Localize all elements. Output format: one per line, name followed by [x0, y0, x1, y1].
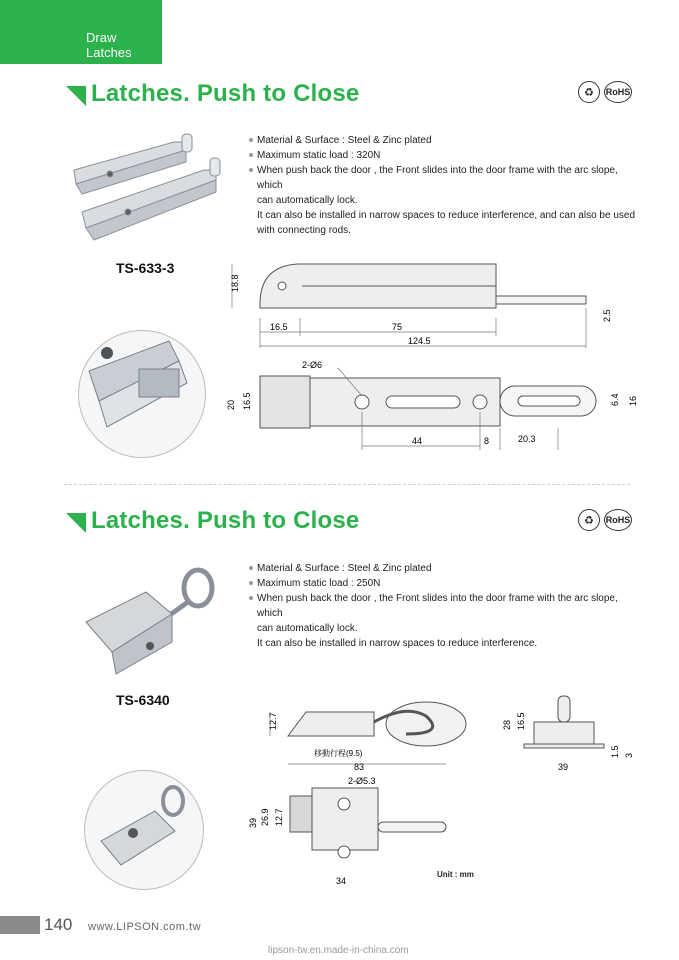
spec-item-cont: can automatically lock. — [257, 195, 358, 206]
spec-item: When push back the door , the Front slides into the door frame with the arc slope, which — [249, 163, 639, 193]
dim-holes: 2-Ø6 — [302, 360, 323, 370]
section-2-specs — [249, 561, 639, 651]
rohs-badge: RoHS — [604, 509, 632, 531]
detail-photo-2 — [84, 770, 204, 890]
dim-8: 8 — [484, 436, 490, 446]
dim-16: 16 — [628, 395, 638, 406]
spec-item-cont: with connecting rods. — [257, 225, 351, 236]
dim-20: 20 — [226, 399, 236, 410]
dim-holes-2: 2-Ø5.3 — [348, 776, 376, 786]
dim-6-4: 6.4 — [610, 393, 620, 406]
spec-item-cont: It can also be installed in narrow spaces to reduce interference. — [257, 638, 538, 649]
unit-label: Unit : mm — [437, 870, 474, 879]
product-photo-ts-633-3 — [64, 132, 234, 247]
dim-44: 44 — [412, 436, 423, 446]
dim-34: 34 — [336, 876, 347, 886]
dim-3: 3 — [624, 752, 634, 758]
model-ts-6340: TS-6340 — [116, 692, 170, 708]
section-tab-label: Draw Latches — [86, 30, 132, 60]
dim-39: 39 — [558, 762, 569, 772]
dim-height: 18.8 — [230, 274, 240, 292]
recycle-icon: ♻ — [578, 81, 600, 103]
drawing-ts-633-3-top — [218, 356, 638, 456]
dim-39b: 39 — [248, 817, 258, 828]
drawing-ts-6340-end — [494, 694, 634, 774]
dim-16-5b: 16.5 — [242, 392, 252, 410]
section-2-title: Latches. Push to Close — [91, 507, 360, 534]
website-link[interactable]: www.LIPSON.com.tw — [88, 921, 202, 933]
dim-26-9: 26.9 — [260, 808, 270, 826]
dim-travel: 移動行程(9.5) — [314, 749, 363, 758]
dim-12-7b: 12.7 — [274, 808, 284, 826]
model-ts-633-3: TS-633-3 — [116, 260, 175, 276]
dim-20-3: 20.3 — [518, 434, 536, 444]
rohs-badge: RoHS — [604, 81, 632, 103]
spec-item: Maximum static load : 320N — [249, 148, 639, 163]
spec-item: Material & Surface : Steel & Zinc plated — [249, 561, 639, 576]
product-photo-ts-6340 — [76, 562, 226, 682]
section-1-specs — [249, 133, 639, 238]
detail-photo-1 — [78, 330, 206, 458]
title-triangle-icon — [66, 86, 86, 106]
spec-item-cont: It can also be installed in narrow spaces to reduce interference, and can also be used — [257, 210, 636, 221]
dim-16-5: 16.5 — [270, 322, 288, 332]
dim-28: 28 — [502, 719, 512, 730]
section-2-certs — [578, 509, 632, 531]
dim-12-7: 12.7 — [268, 712, 278, 730]
dim-16-5c: 16.5 — [516, 712, 526, 730]
page-number: 140 — [44, 915, 73, 934]
dim-124-5: 124.5 — [408, 336, 431, 346]
dim-2-5: 2.5 — [602, 309, 612, 322]
dim-1-5: 1.5 — [610, 745, 620, 758]
website-link-secondary[interactable]: lipson-tw.en.made-in-china.com — [268, 945, 409, 956]
section-1-title: Latches. Push to Close — [91, 80, 360, 107]
title-triangle-icon — [66, 513, 86, 533]
section-tab — [0, 0, 162, 64]
spec-item: Material & Surface : Steel & Zinc plated — [249, 133, 639, 148]
section-divider — [64, 484, 630, 485]
dim-83: 83 — [354, 762, 365, 772]
footer-bar — [0, 916, 40, 934]
dim-75: 75 — [392, 322, 403, 332]
drawing-ts-633-3-side — [218, 256, 618, 356]
section-1-certs — [578, 81, 632, 103]
drawing-ts-6340-side — [256, 694, 476, 774]
spec-item-cont: can automatically lock. — [257, 623, 358, 634]
spec-item: When push back the door , the Front slides into the door frame with the arc slope, which — [249, 591, 639, 621]
recycle-icon: ♻ — [578, 509, 600, 531]
spec-item: Maximum static load : 250N — [249, 576, 639, 591]
